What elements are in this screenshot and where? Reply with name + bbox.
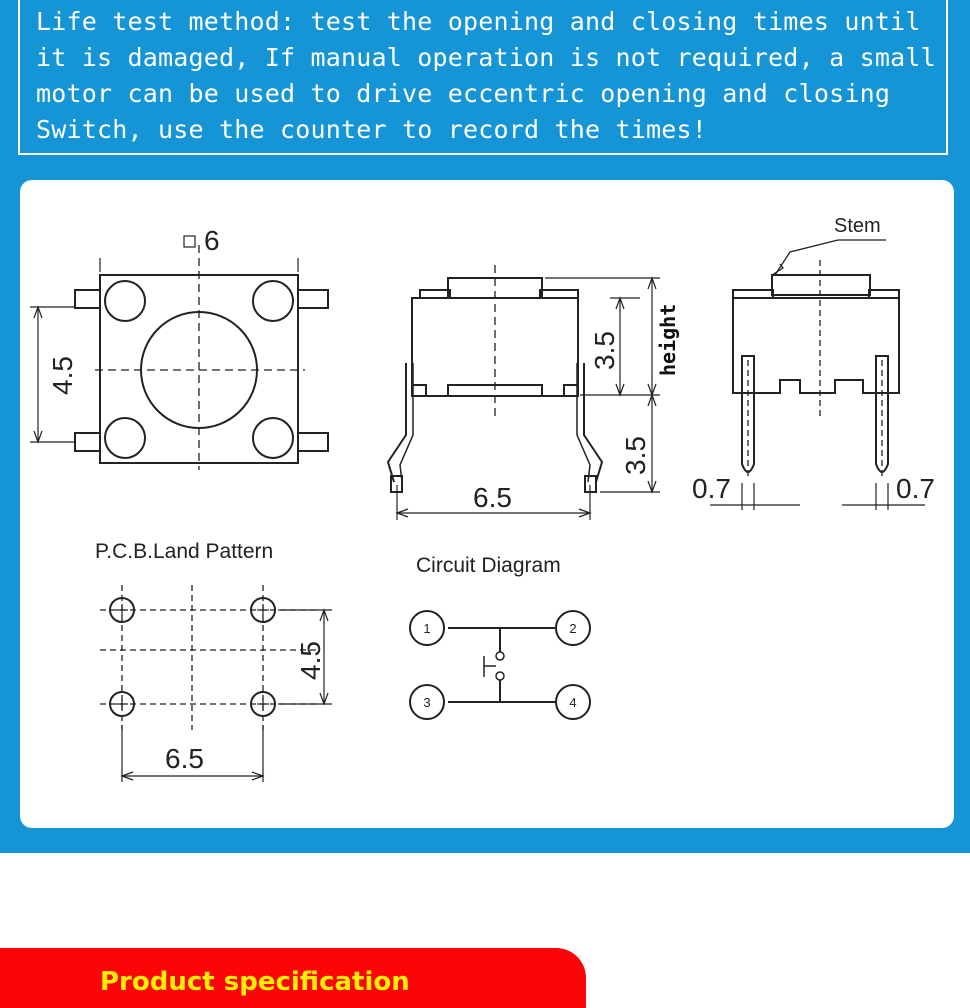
circuit-pin-4-label: 4 [569,695,577,710]
circuit-pin-1-label: 1 [423,621,431,636]
end-view-stem [772,275,870,295]
top-view-corner-circle [253,281,293,321]
pcb-land-pattern [95,540,332,782]
top-view-pin [298,290,328,308]
left-pin-width-label: 0.7 [692,473,731,504]
top-view-corner-circle [253,418,293,458]
top-view-center-lines [95,245,305,470]
product-spec-title: Product specification [100,967,410,997]
top-view-pitch-label: 4.5 [47,356,78,395]
stem-label: Stem [834,215,881,237]
circuit-pin-3-label: 3 [423,695,431,710]
side-view-width-label: 6.5 [473,482,512,513]
circuit-pin-2-label: 2 [569,621,577,636]
drawing-card [20,180,954,828]
pcb-title: P.C.B.Land Pattern [95,540,274,563]
side-view-foot [412,385,426,396]
side-view-lead-left [388,363,406,482]
top-view-size-label: 6 [204,225,220,256]
top-view-pin [75,433,100,451]
switch-contact [496,672,504,680]
end-view-cap-right [869,290,899,298]
switch-contact [496,652,504,660]
end-view-dimension-lines [710,483,925,510]
pcb-dimension-lines [122,610,332,782]
top-view-corner-circle [105,418,145,458]
stem-leader-line [775,240,886,275]
circuit-diagram [410,554,590,719]
end-view-cap-left [733,290,773,298]
end-view [692,215,935,510]
side-view-cap-left [420,290,450,298]
pcb-vertical-label: 4.5 [295,641,326,680]
side-view-dimension-lines [397,278,660,520]
end-view-body [733,298,899,393]
square-symbol-icon [184,236,195,247]
height-label: height [656,303,680,376]
pcb-horizontal-label: 6.5 [165,743,204,774]
body-height-label: 3.5 [589,331,620,370]
notice-text: Life test method: test the opening and closing times until it is damaged, If manual operation is not required, a small motor can be used to drive eccentric opening and closing Switch, use the counter to record the times! [36,7,936,144]
side-view [388,265,680,520]
top-view [30,225,328,470]
top-view-dimension-lines [30,258,298,442]
side-view-cap-right [540,290,578,298]
notice-box [18,0,948,155]
lead-height-label: 3.5 [620,436,651,475]
side-view-lead-right [584,363,602,482]
circuit-title: Circuit Diagram [416,554,561,577]
top-view-pin [75,290,100,308]
technical-drawing [20,180,954,828]
top-view-pin [298,433,328,451]
right-pin-width-label: 0.7 [896,473,935,504]
top-view-corner-circle [105,281,145,321]
side-view-foot [564,385,578,396]
